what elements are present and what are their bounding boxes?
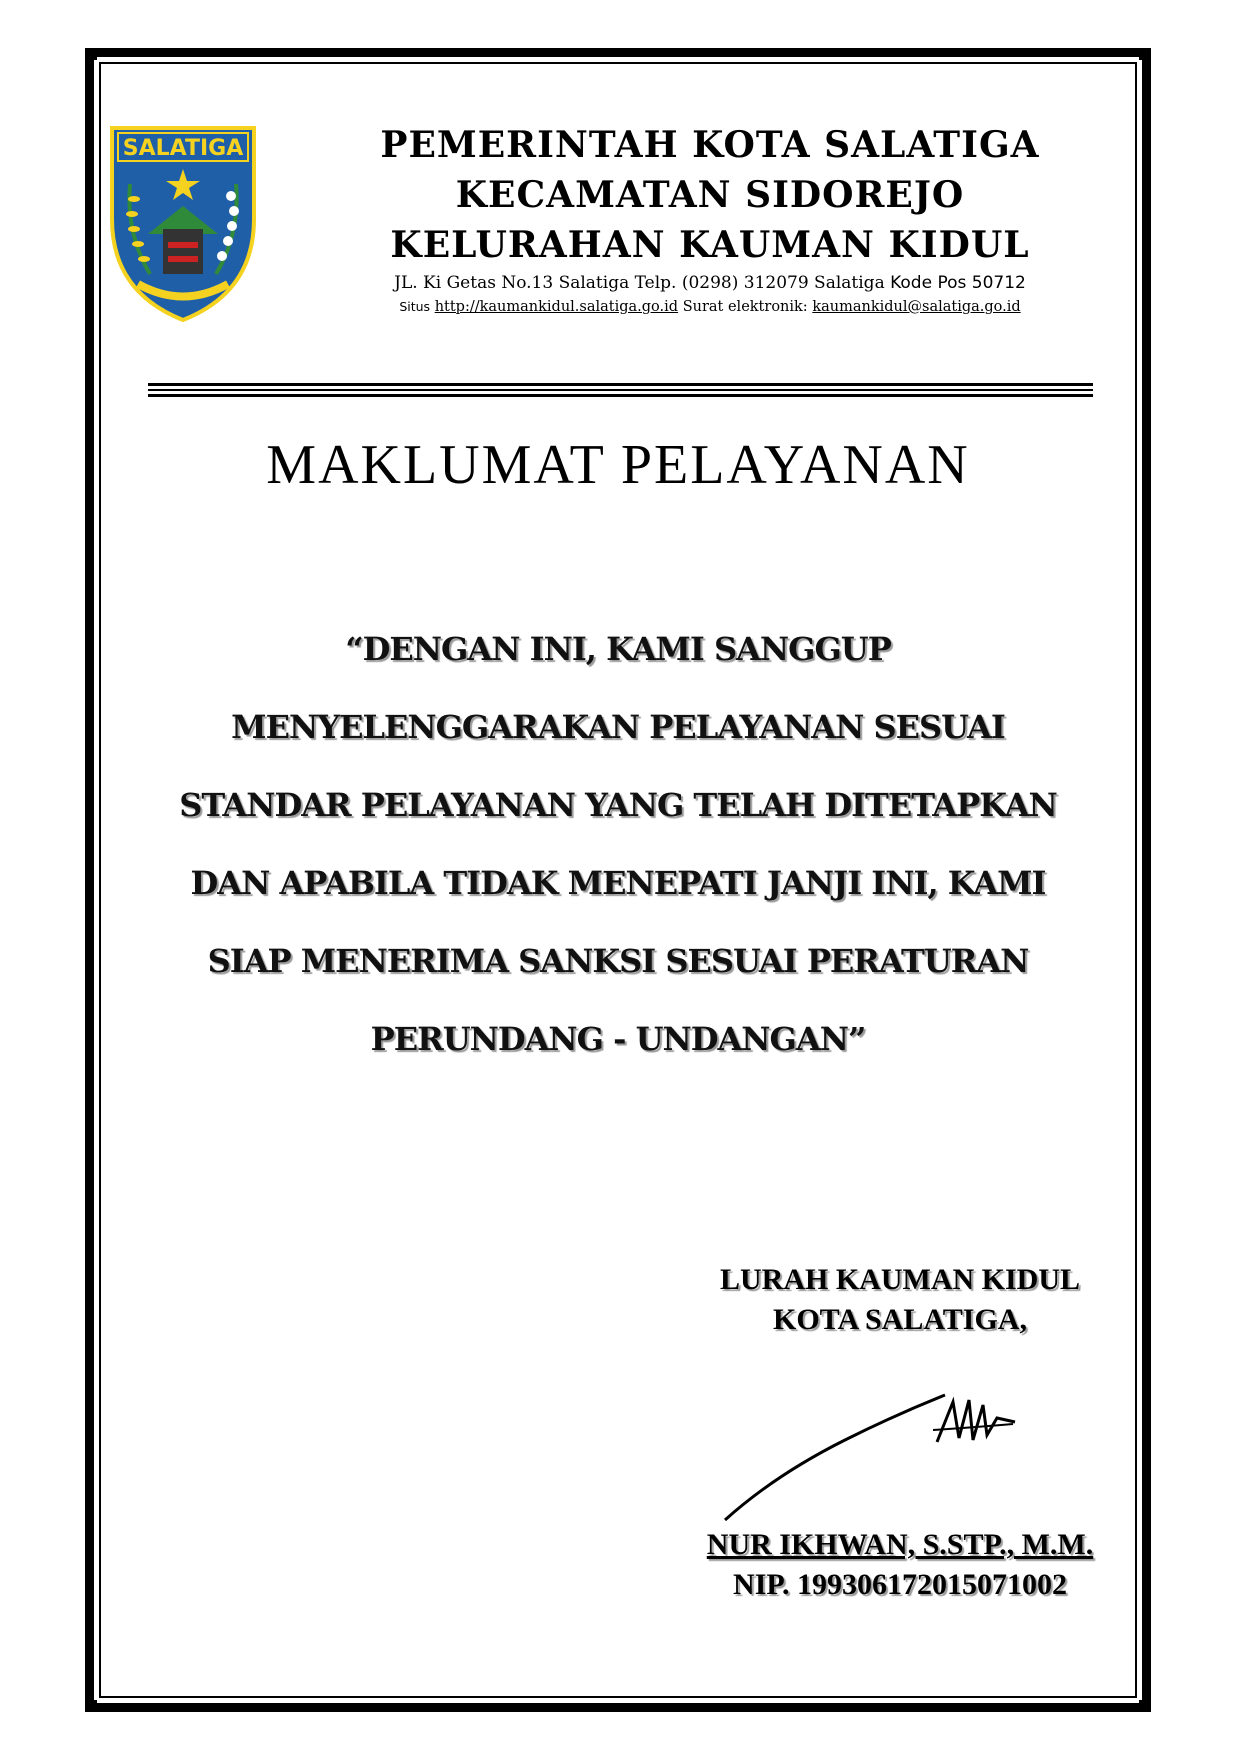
letterhead-government: PEMERINTAH KOTA SALATIGA xyxy=(380,124,1040,166)
frame-corner xyxy=(85,1700,97,1712)
email-link[interactable]: kaumankidul@salatiga.go.id xyxy=(812,299,1021,315)
statement-line: STANDAR PELAYANAN YANG TELAH DITETAPKAN xyxy=(179,786,1057,824)
signatory-name: NUR IKHWAN, S.STP., M.M. xyxy=(706,1528,1094,1561)
header-divider xyxy=(148,394,1093,397)
email-label: Surat elektronik: xyxy=(682,299,808,315)
frame-corner xyxy=(1139,48,1151,60)
postal-code: Kode Pos 50712 xyxy=(890,273,1026,293)
signatory-nip: NIP. 199306172015071002 xyxy=(733,1568,1067,1601)
frame-corner xyxy=(1139,1700,1151,1712)
statement-line: “DENGAN INI, KAMI SANGGUP xyxy=(345,630,891,668)
letterhead-district: KECAMATAN SIDOREJO xyxy=(455,174,965,216)
letterhead-web xyxy=(260,299,1160,315)
salatiga-emblem-logo xyxy=(108,124,258,324)
header-divider xyxy=(148,389,1093,391)
site-label: Situs xyxy=(399,299,431,314)
statement-line: DAN APABILA TIDAK MENEPATI JANJI INI, KAMI xyxy=(190,864,1046,902)
signatory-city: KOTA SALATIGA, xyxy=(773,1303,1027,1336)
letterhead-address xyxy=(260,273,1160,293)
signatory-position: LURAH KAUMAN KIDUL xyxy=(720,1263,1080,1296)
letterhead-village: KELURAHAN KAUMAN KIDUL xyxy=(390,224,1030,266)
address-text: JL. Ki Getas No.13 Salatiga Telp. (0298) 312079 Salatiga xyxy=(394,273,885,293)
statement-line: SIAP MENERIMA SANKSI SESUAI PERATURAN xyxy=(207,942,1029,980)
document-title: MAKLUMAT PELAYANAN xyxy=(266,434,970,496)
site-link[interactable]: http://kaumankidul.salatiga.go.id xyxy=(434,299,679,315)
logo-text: SALATIGA xyxy=(122,136,244,161)
statement-line: PERUNDANG - UNDANGAN” xyxy=(370,1020,866,1058)
frame-corner xyxy=(85,48,97,60)
handwritten-signature xyxy=(715,1380,1025,1530)
header-divider xyxy=(148,383,1093,386)
statement-line: MENYELENGGARAKAN PELAYANAN SESUAI xyxy=(231,708,1005,746)
